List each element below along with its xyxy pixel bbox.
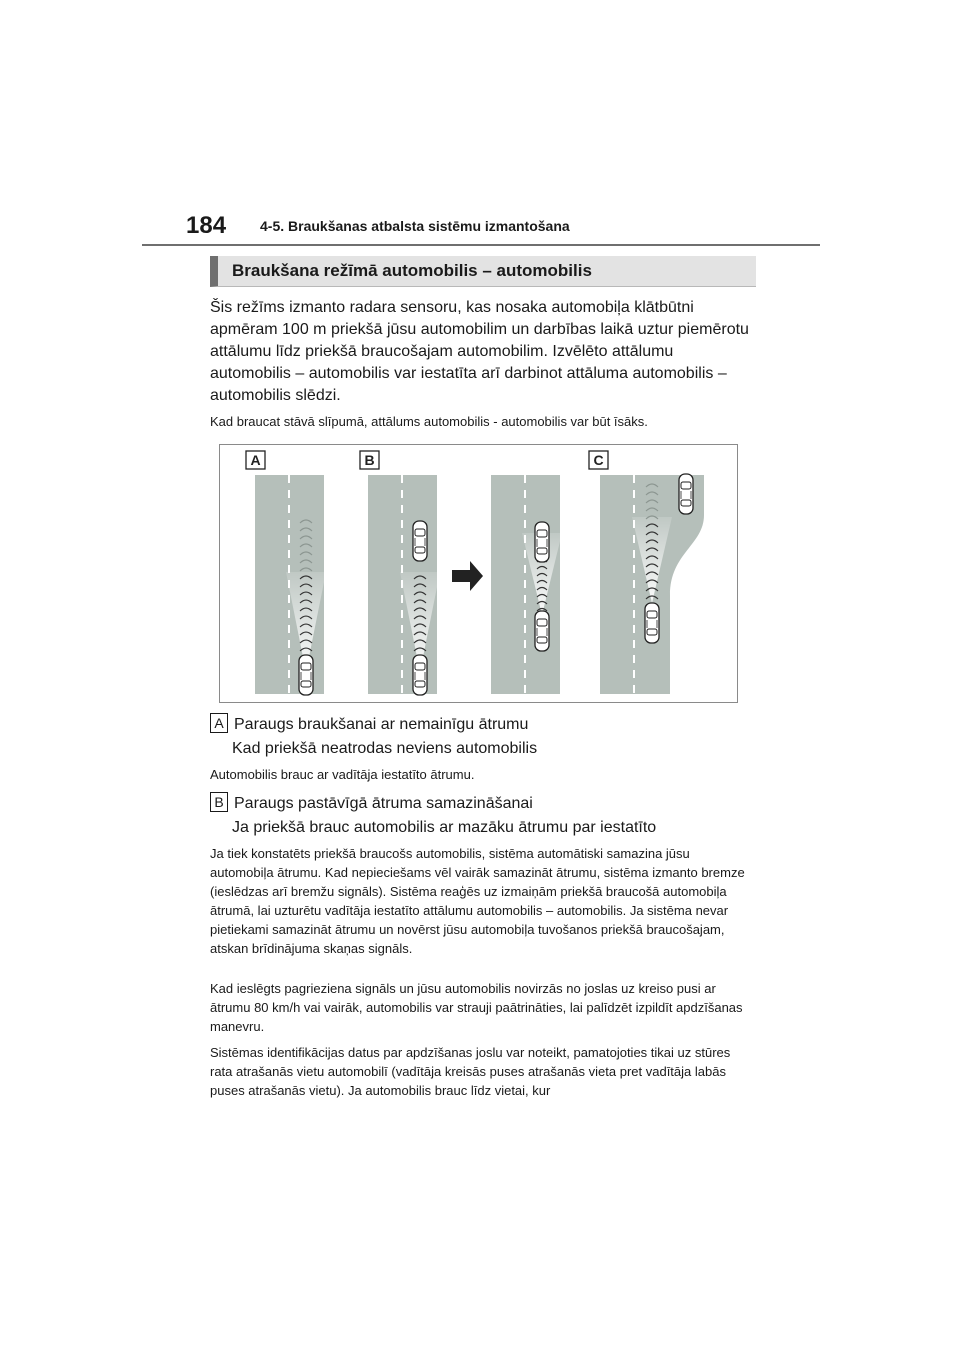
chapter-title: 4-5. Braukšanas atbalsta sistēmu izmantošana — [260, 218, 570, 234]
svg-text:B: B — [364, 452, 375, 468]
own-car-a — [299, 655, 313, 695]
section-title: Braukšana režīmā automobilis – automobilis — [232, 261, 592, 280]
item-b-paragraph-2: Kad ieslēgts pagrieziena signāls un jūsu automobilis novirzās no joslas uz kreiso pusi ar ātrumu 80 km/h vai vairāk, automobilis var strauji paātrināties, lai palīdzēt izpildīt apdzīšanas manevru. — [210, 981, 743, 1034]
item-b-title: Paraugs pastāvīgā ātruma samazināšanai — [234, 795, 533, 812]
page-number: 184 — [186, 212, 227, 239]
figure-label-c — [589, 451, 608, 469]
own-car-b2 — [535, 611, 549, 651]
item-a-title: Paraugs braukšanai ar nemainīgu ātrumu — [234, 716, 529, 733]
lead-car-b2 — [535, 522, 549, 562]
own-car-b — [413, 655, 427, 695]
item-a-subtitle: Kad priekšā neatrodas neviens automobilis — [232, 740, 538, 757]
figure-label-a — [246, 451, 265, 469]
road-b-before — [368, 475, 440, 695]
item-b-subtitle: Ja priekšā brauc automobilis ar mazāku ātrumu par iestatīto — [232, 819, 657, 836]
item-a-badge: A — [210, 713, 228, 733]
svg-text:A: A — [250, 452, 261, 468]
lead-car-b — [413, 521, 427, 561]
item-b-heading — [210, 792, 533, 816]
own-car-c — [645, 603, 659, 643]
slope-note: Kad braucat stāvā slīpumā, attālums automobilis - automobilis var būt īsāks. — [210, 414, 648, 429]
merging-car-c — [679, 474, 693, 514]
section-heading — [210, 256, 756, 287]
figure-label-b — [360, 451, 379, 469]
transition-arrow — [452, 561, 483, 591]
road-b-after — [491, 475, 562, 694]
acc-diagram — [220, 445, 739, 704]
item-a-paragraph: Automobilis brauc ar vadītāja iestatīto ātrumu. — [210, 767, 475, 782]
acc-illustration — [219, 444, 738, 703]
item-b-badge: B — [210, 792, 228, 812]
svg-text:C: C — [593, 452, 604, 468]
intro-paragraph: Šis režīms izmanto radara sensoru, kas nosaka automobiļa klātbūtni apmēram 100 m priekšā jūsu automobilim un darbības laikā uztur piemērotu attālumu līdz priekšā braucošajam automobilim. Izvēlēto attālumu automobilis – automobilis var iestatīta arī darbinot attāluma automobilis – automobilis slēdzi. — [210, 299, 749, 404]
road-a — [255, 475, 326, 695]
item-b-paragraph-1: Ja tiek konstatēts priekšā braucošs automobilis, sistēma automātiski samazina jūsu automobiļa ātrumu. Kad nepieciešams vēl vairāk samazināt ātrumu, sistēma izmanto bremze (ieslēdzas arī bremžu signāls). Sistēma reaģēs uz izmaiņām priekšā braucošā automobiļa ātrumā, lai uzturētu vadītāja iestatīto attālumu automobilis – automobilis. Ja sistēma nevar pietiekami samazināt ātrumu un novērst jūsu automobiļa tuvošanos priekšā braucošajam, atskan brīdinājuma skaņas signāls. — [210, 846, 745, 956]
header-divider — [142, 244, 820, 246]
road-c — [600, 474, 704, 694]
item-b-paragraph-3: Sistēmas identifikācijas datus par apdzīšanas joslu var noteikt, pamatojoties tikai uz stūres rata atrašanās vietu automobilī (vadītāja kreisās puses atrašanās vieta pret vadītāja labās puses atrašanās vietu). Ja automobilis brauc līdz vietai, kur — [210, 1045, 731, 1098]
item-a-heading — [210, 713, 528, 737]
